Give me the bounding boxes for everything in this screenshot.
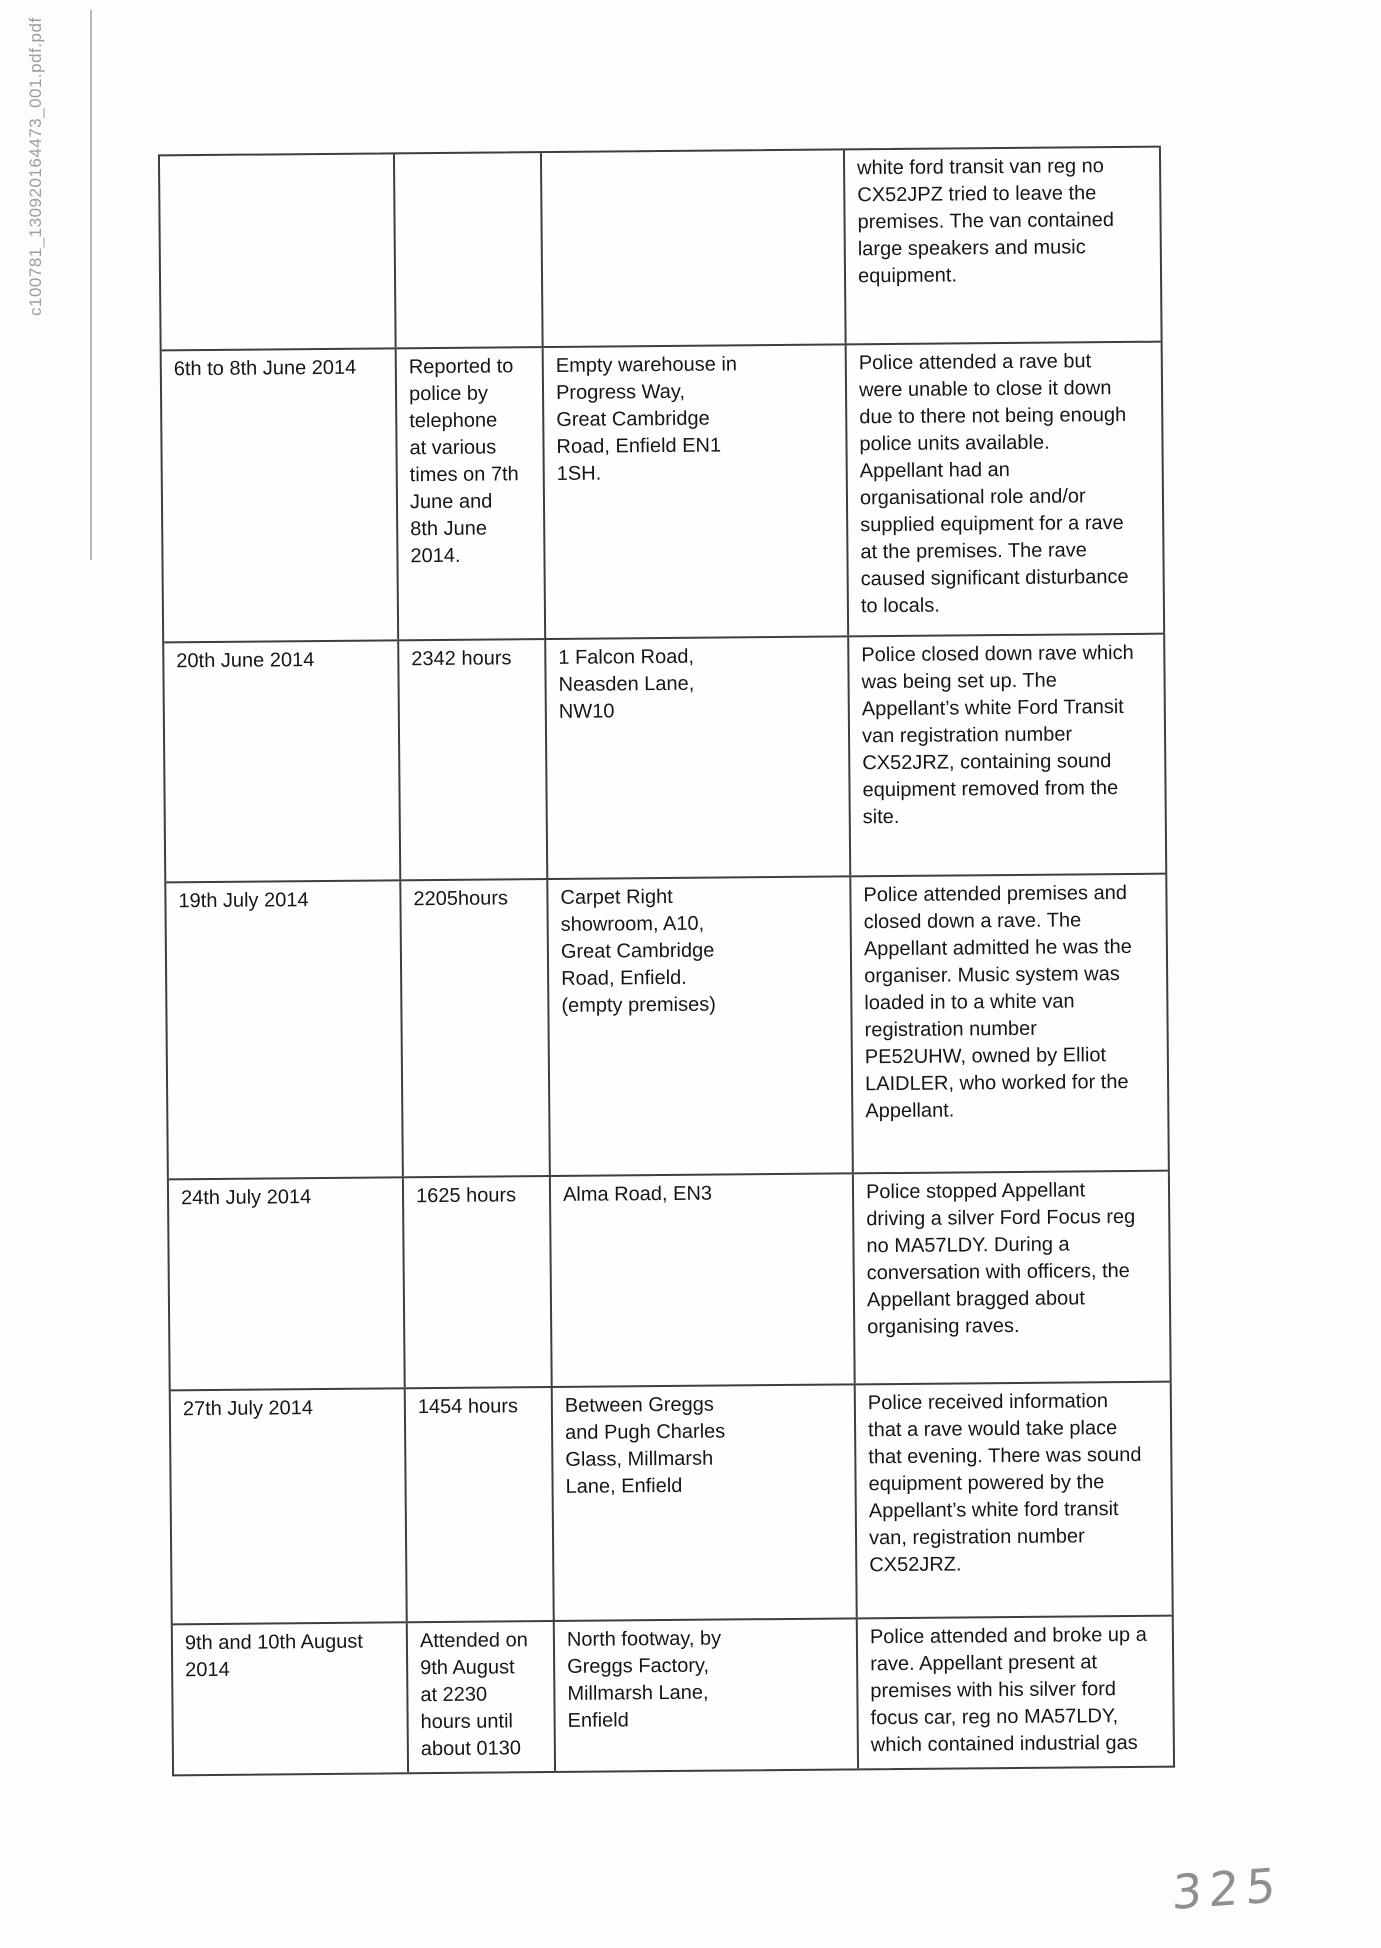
time-cell: Reported to police by telephone at various times on 7th June and 8th June 2014. [395, 348, 545, 639]
date-cell: 19th July 2014 [178, 889, 309, 913]
time-cell [393, 153, 542, 347]
time-cell: 2205hours [399, 880, 549, 1176]
description-cell: white ford transit van reg no CX52JPZ tried to leave the premises. The van contained large speakers and music equipment. [843, 148, 1161, 344]
table-row [162, 341, 1164, 642]
description-cell: Police stopped Appellant driving a silver Ford Focus reg no MA57LDY. During a conversation with officers, the Appellant bragged about organising raves. [852, 1172, 1170, 1384]
handwritten-page-number: 325 [1171, 1858, 1284, 1921]
date-cell: 27th July 2014 [182, 1397, 314, 1421]
table-row [164, 633, 1165, 882]
location-cell: North footway, by Greggs Factory, Millmarsh Lane, Enfield [553, 1619, 857, 1771]
location-cell: 1 Falcon Road, Neasden Lane, NW10 [544, 637, 849, 878]
date-cell: 9th and 10th August 2014 [184, 1630, 363, 1682]
table-row [169, 1170, 1170, 1390]
description-cell: Police attended premises and closed down a rave. The Appellant admitted he was the organiser. Music system was loaded in to a white van registration number PE52UHW, owned by Elliot LAIDLER, who worked for the Appellant. [849, 875, 1168, 1173]
table-row [166, 873, 1168, 1179]
date-cell: 6th to 8th June 2014 [173, 356, 357, 381]
location-cell: Between Greggs and Pugh Charles Glass, Millmarsh Lane, Enfield [551, 1385, 856, 1620]
table-row [173, 1615, 1173, 1775]
time-cell: 1454 hours [404, 1388, 553, 1621]
time-cell: 2342 hours [397, 640, 546, 879]
description-cell: Police attended a rave but were unable to close it down due to there not being enough police units available. Appellant had an organisational role and/or supplied equipment for a rave at the premises. The rave caused significant disturbance to locals. [845, 343, 1164, 636]
scan-artifact-line [90, 10, 92, 560]
description-cell: Police closed down rave which was being set up. The Appellant’s white Ford Transit van registration number CX52JRZ, containing sound equipment removed from the site. [847, 635, 1165, 876]
table-row [160, 148, 1161, 350]
description-cell: Police received information that a rave would take place that evening. There was sound equipment powered by the Appellant’s white ford transit van, registration number CX52JRZ. [854, 1383, 1172, 1618]
date-cell: 24th July 2014 [180, 1186, 312, 1210]
sidebar-filename: c100781_130920164473_001.pdf.pdf [26, 17, 45, 316]
location-cell: Empty warehouse in Progress Way, Great Cambridge Road, Enfield EN1 1SH. [542, 345, 848, 638]
time-cell: Attended on 9th August at 2230 hours until about 0130 [406, 1622, 554, 1772]
description-cell: Police attended and broke up a rave. Appellant present at premises with his silver ford focus car, reg no MA57LDY, which contained industrial gas [856, 1617, 1173, 1769]
date-cell [160, 154, 395, 349]
location-cell: Carpet Right showroom, A10, Great Cambridge Road, Enfield. (empty premises) [546, 877, 852, 1175]
date-cell: 20th June 2014 [176, 649, 315, 673]
table-row [171, 1381, 1172, 1624]
time-cell: 1625 hours [402, 1177, 551, 1387]
location-cell: Alma Road, EN3 [549, 1174, 854, 1386]
incident-table [158, 146, 1175, 1777]
location-cell [540, 150, 845, 346]
